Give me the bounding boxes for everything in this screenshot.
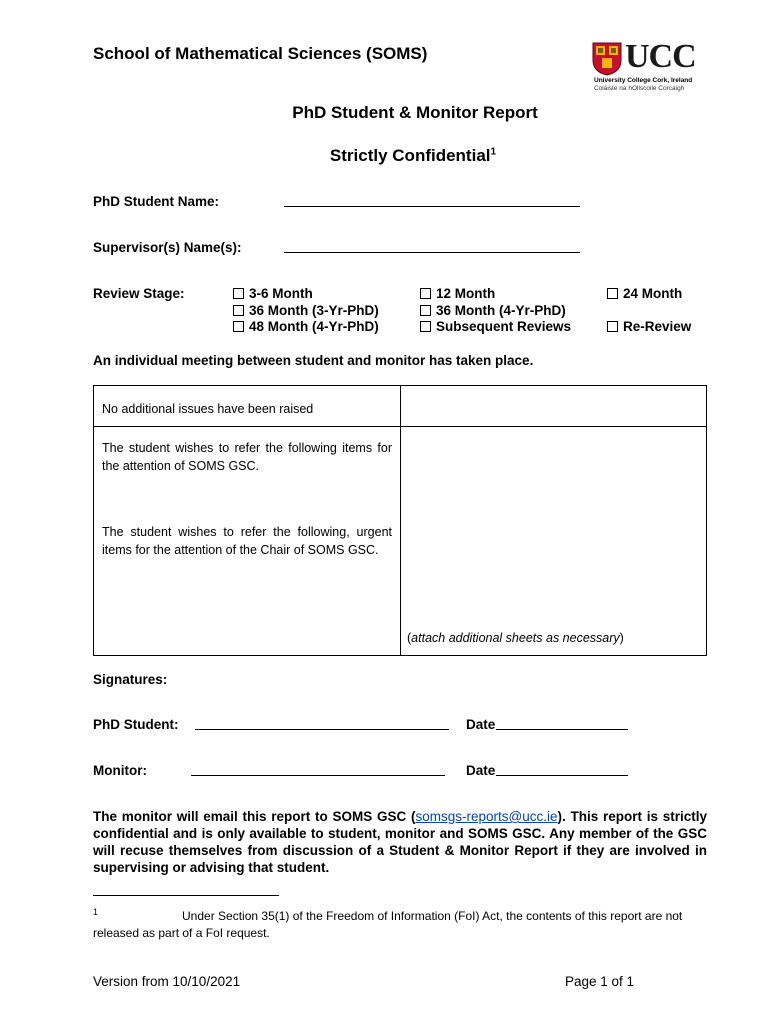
- table-row: [94, 386, 707, 427]
- attach-note-text: attach additional sheets as necessary: [411, 631, 620, 645]
- urgent-referral-text: The student wishes to refer the following, urgent items for the attention of the Chair of SOMS GSC.: [102, 525, 392, 557]
- option-label: Subsequent Reviews: [436, 319, 572, 334]
- footnote-text: Under Section 35(1) of the Freedom of Information (FoI) Act, the contents of this report are not released as part of a FoI request.: [93, 909, 683, 940]
- no-issues-text: No additional issues have been raised: [102, 402, 314, 416]
- confidentiality-notice: [93, 808, 707, 876]
- email-link[interactable]: somsgs-reports@ucc.ie: [415, 809, 558, 824]
- option-3-6-month[interactable]: [233, 286, 313, 301]
- option-24-month[interactable]: [607, 286, 682, 301]
- ucc-logo: [592, 38, 712, 94]
- student-signature-label: PhD Student:: [93, 717, 179, 732]
- checkbox-icon[interactable]: [233, 305, 244, 316]
- logo-text: UCC: [625, 38, 696, 75]
- monitor-date-field[interactable]: [496, 775, 628, 776]
- footnote-number: 1: [93, 907, 99, 917]
- student-date-label: Date: [466, 717, 496, 732]
- logo-subtitle-ga: Coláiste na hOllscoile Corcaigh: [594, 85, 685, 92]
- confidential-text: Strictly Confidential: [329, 146, 491, 165]
- referral-response[interactable]: [401, 427, 707, 656]
- referral-text: The student wishes to refer the following items for the attention of SOMS GSC.: [102, 441, 392, 473]
- option-label: 3-6 Month: [249, 286, 313, 301]
- option-label: 36 Month (4-Yr-PhD): [436, 303, 566, 318]
- school-name: School of Mathematical Sciences (SOMS): [93, 44, 428, 63]
- option-subsequent-reviews[interactable]: [420, 319, 571, 334]
- checkbox-icon[interactable]: [420, 305, 431, 316]
- table-row: [94, 427, 707, 656]
- signatures-heading: Signatures:: [93, 672, 168, 687]
- attach-note: (attach additional sheets as necessary): [407, 631, 624, 645]
- page-number: Page 1 of 1: [565, 974, 635, 989]
- supervisor-name-field[interactable]: [284, 252, 580, 253]
- student-name-field[interactable]: [284, 206, 580, 207]
- option-label: Re-Review: [623, 319, 692, 334]
- monitor-date-label: Date: [466, 763, 496, 778]
- student-name-label: PhD Student Name:: [93, 194, 220, 209]
- option-36-month-3yr[interactable]: [233, 303, 379, 318]
- logo-subtitle-en: University College Cork, Ireland: [594, 77, 693, 84]
- supervisor-name-label: Supervisor(s) Name(s):: [93, 240, 242, 255]
- student-signature-field[interactable]: [195, 729, 449, 730]
- version-label: Version from 10/10/2021: [93, 974, 241, 989]
- footnote: [93, 904, 693, 942]
- checkbox-icon[interactable]: [420, 321, 431, 332]
- checkbox-icon[interactable]: [607, 321, 618, 332]
- meeting-statement: An individual meeting between student and monitor has taken place.: [93, 353, 534, 368]
- no-issues-cell: [94, 386, 401, 427]
- no-issues-response[interactable]: [401, 386, 707, 427]
- document-title: PhD Student & Monitor Report: [292, 103, 538, 122]
- notice-text-cont: ). This report is strictly confidential and is only available to student, monitor and SOMS GSC. Any member of the GSC will recuse themselves from discussion of a Student & Monitor Report if they are involved in supervising or advising that student.: [93, 809, 707, 875]
- monitor-signature-label: Monitor:: [93, 763, 147, 778]
- footnote-ref: 1: [490, 146, 497, 158]
- option-label: 12 Month: [436, 286, 496, 301]
- option-12-month[interactable]: [420, 286, 495, 301]
- review-stage-label: Review Stage:: [93, 286, 185, 301]
- checkbox-icon[interactable]: [420, 288, 431, 299]
- checkbox-icon[interactable]: [233, 288, 244, 299]
- option-re-review[interactable]: [607, 319, 691, 334]
- monitor-signature-field[interactable]: [191, 775, 445, 776]
- student-date-field[interactable]: [496, 729, 628, 730]
- footnote-divider: [93, 895, 279, 896]
- notice-text: The monitor will email this report to SOMS GSC (: [93, 809, 416, 824]
- confidential-heading: [28, 146, 770, 166]
- crest-icon: [592, 42, 622, 76]
- checkbox-icon[interactable]: [233, 321, 244, 332]
- option-label: 48 Month (4-Yr-PhD): [249, 319, 379, 334]
- option-label: 24 Month: [623, 286, 683, 301]
- option-36-month-4yr[interactable]: [420, 303, 566, 318]
- option-label: 36 Month (3-Yr-PhD): [249, 303, 379, 318]
- referral-cell: [94, 427, 401, 656]
- checkbox-icon[interactable]: [607, 288, 618, 299]
- option-48-month-4yr[interactable]: [233, 319, 379, 334]
- issues-table: [93, 385, 707, 656]
